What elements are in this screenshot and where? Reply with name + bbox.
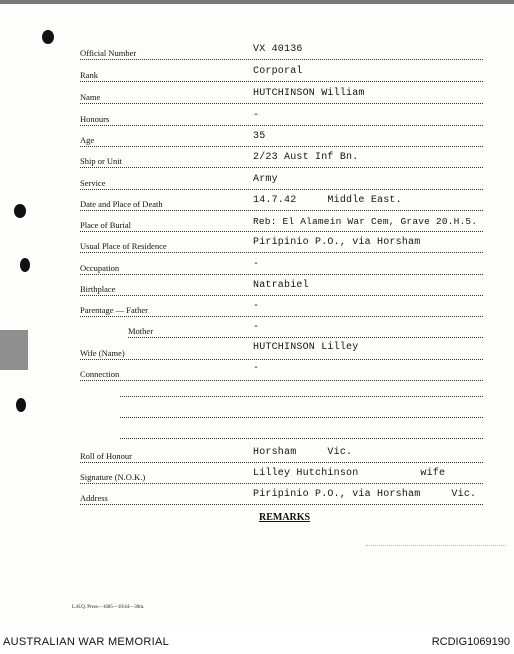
field-label: Occupation (80, 263, 120, 273)
field-value: - (253, 301, 260, 312)
field-value: HUTCHINSON Lilley (253, 342, 359, 353)
field-value: - (253, 110, 260, 121)
field-value: Piripinio P.O., via Horsham Vic. (253, 489, 477, 500)
punch-hole (42, 30, 54, 44)
field-label: Ship or Unit (80, 156, 123, 166)
field-label: Signature (N.O.K.) (80, 472, 146, 482)
field-value: Corporal (253, 66, 303, 77)
field-value: Horsham Vic. (253, 447, 353, 458)
faint-mark (366, 545, 506, 546)
field-label: Rank (80, 70, 98, 80)
field-label: Wife (Name) (80, 348, 125, 358)
field-value: Natrabiel (253, 280, 309, 291)
field-value: - (253, 322, 260, 333)
field-label: Usual Place of Residence (80, 241, 167, 251)
field-label: Date and Place of Death (80, 199, 163, 209)
field-name (0, 88, 514, 112)
field-value: Reb: El Alamein War Cem, Grave 20.H.5. (253, 216, 478, 227)
field-address (0, 489, 514, 513)
field-value: Army (253, 174, 278, 185)
field-value: VX 40136 (253, 44, 303, 55)
field-value: - (253, 363, 260, 374)
field-value: HUTCHINSON William (253, 88, 365, 99)
field-label: Service (80, 178, 106, 188)
remarks-heading: REMARKS (259, 512, 311, 523)
field-label: Mother (128, 326, 154, 336)
field-label: Connection (80, 369, 120, 379)
field-usual-residence (0, 237, 514, 261)
field-label: Roll of Honour (80, 451, 132, 461)
field-label: Honours (80, 114, 110, 124)
field-value: 2/23 Aust Inf Bn. (253, 152, 359, 163)
field-label: Official Number (80, 48, 137, 58)
field-label: Place of Burial (80, 220, 131, 230)
field-rank (0, 66, 514, 90)
blank-line (120, 396, 483, 397)
archive-source: AUSTRALIAN WAR MEMORIAL (3, 636, 170, 648)
field-label: Parentage — Father (80, 305, 148, 315)
field-official-number (0, 44, 514, 68)
field-value: 35 (253, 131, 266, 142)
field-ship-or-unit (0, 152, 514, 176)
field-value: - (253, 259, 260, 270)
field-label: Birthplace (80, 284, 116, 294)
blank-line (120, 417, 483, 418)
edge-smudge (0, 0, 514, 4)
field-label: Address (80, 493, 108, 503)
field-value: Piripinio P.O., via Horsham (253, 237, 421, 248)
blank-line (120, 438, 483, 439)
printer-note: L.H.Q. Press—1685—10/44—30m. (72, 605, 145, 610)
punch-hole (16, 398, 26, 412)
archive-footer (0, 630, 514, 654)
field-value: 14.7.42 Middle East. (253, 195, 402, 206)
archive-reference: RCDIG1069190 (431, 636, 510, 648)
field-value: Lilley Hutchinson wife (253, 468, 446, 479)
field-connection (0, 363, 514, 389)
field-label: Name (80, 92, 101, 102)
field-label: Age (80, 135, 95, 145)
